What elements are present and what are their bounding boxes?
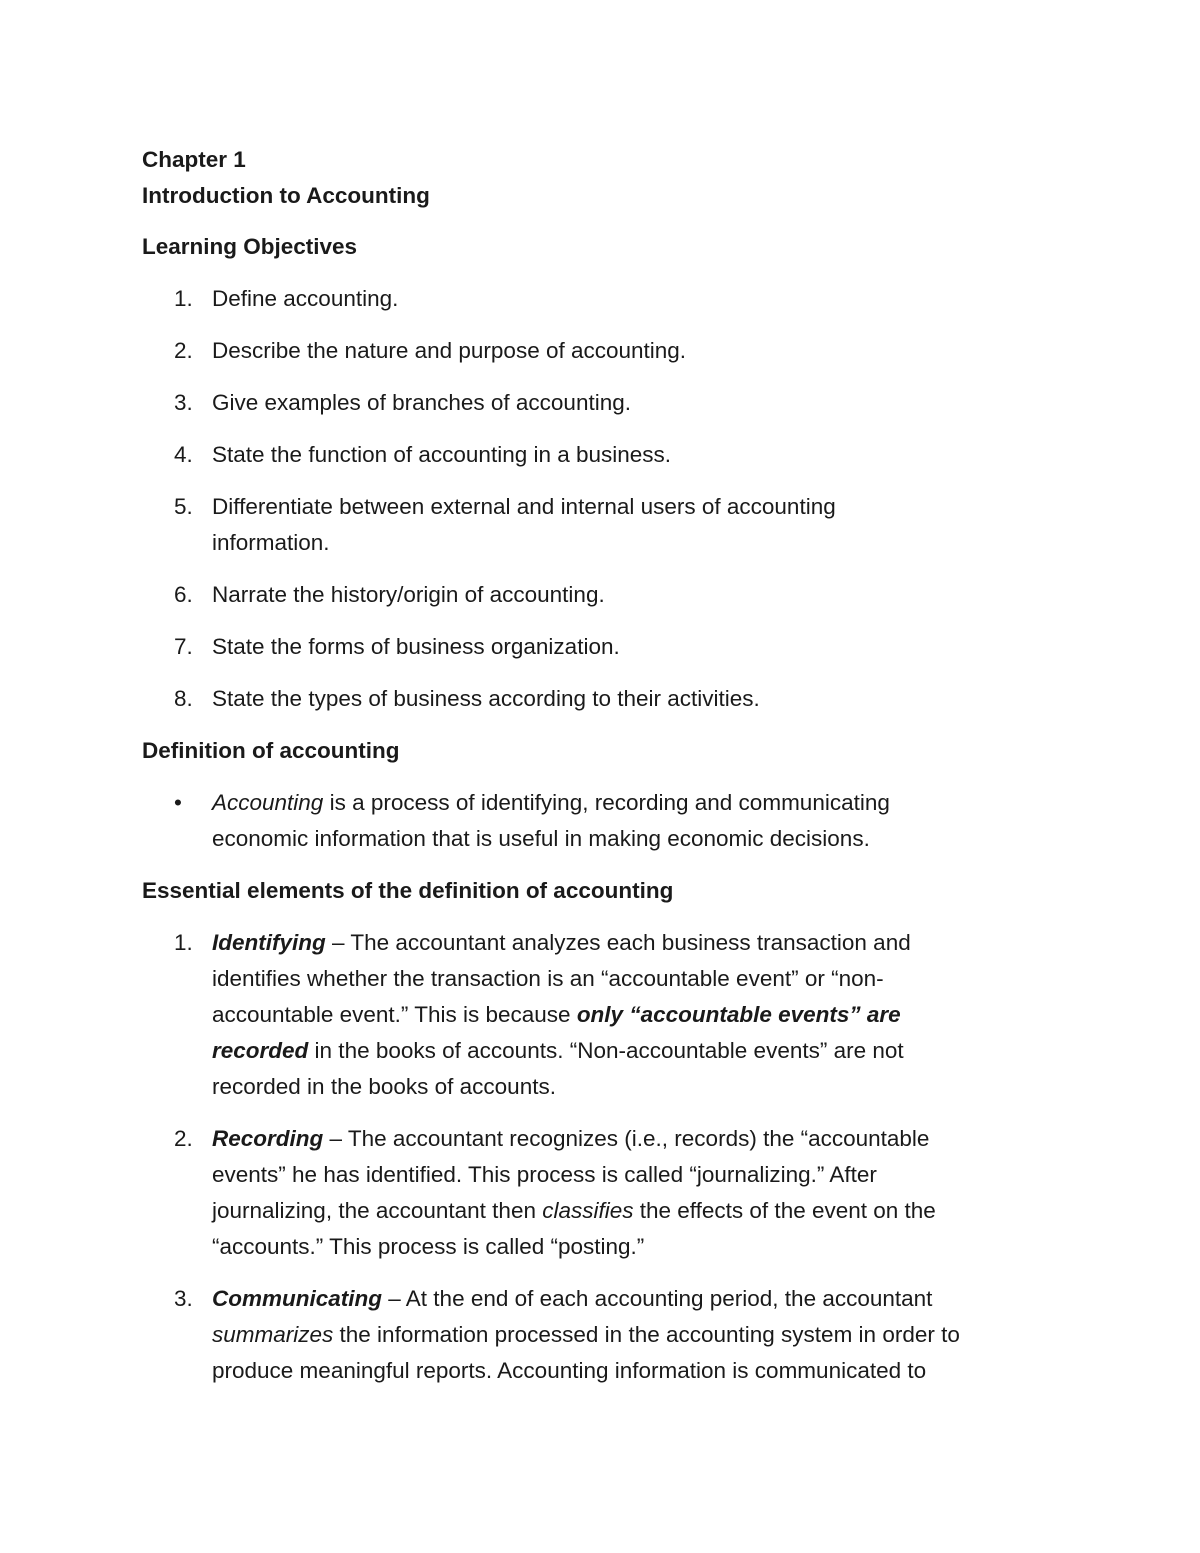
element-text: accountable event.” This is because — [212, 1002, 577, 1027]
element-line — [212, 1317, 960, 1353]
definition-term: Accounting — [212, 790, 324, 815]
element-emphasis: classifies — [542, 1198, 634, 1223]
item-number: 1. — [174, 930, 193, 955]
objective-item — [174, 489, 193, 525]
objective-item — [174, 333, 193, 369]
chapter-title: Introduction to Accounting — [142, 183, 430, 208]
objective-text: Differentiate between external and internal users of accounting — [212, 494, 836, 519]
element-item-identifying — [174, 925, 193, 961]
element-term: Recording — [212, 1126, 324, 1151]
bullet-marker: • — [174, 790, 182, 815]
objective-text: Describe the nature and purpose of accounting. — [212, 338, 687, 363]
item-number: 2. — [174, 1126, 193, 1151]
element-line — [212, 1121, 929, 1157]
item-number: 5. — [174, 494, 193, 519]
element-line — [212, 997, 901, 1033]
objective-text: State the forms of business organization. — [212, 634, 620, 659]
element-line: events” he has identified. This process is called “journalizing.” After — [212, 1162, 877, 1187]
objectives-heading: Learning Objectives — [142, 234, 358, 259]
objective-item — [174, 281, 193, 317]
definition-line1: is a process of identifying, recording and communicating — [323, 790, 890, 815]
definition-line2: economic information that is useful in making economic decisions. — [212, 826, 870, 851]
element-text: – The accountant recognizes (i.e., records) the “accountable — [323, 1126, 930, 1151]
element-line: identifies whether the transaction is an “accountable event” or “non- — [212, 966, 884, 991]
objective-item — [174, 629, 193, 665]
element-text: – The accountant analyzes each business transaction and — [325, 930, 911, 955]
element-line — [212, 1281, 932, 1317]
objective-text-continued: information. — [212, 530, 330, 555]
element-emphasis: only “accountable events” are — [576, 1002, 901, 1027]
element-line — [212, 925, 911, 961]
objective-text: State the types of business according to their activities. — [212, 686, 760, 711]
element-text: – At the end of each accounting period, the accountant — [382, 1286, 933, 1311]
element-text: the effects of the event on the — [633, 1198, 936, 1223]
item-number: 4. — [174, 442, 193, 467]
item-number: 8. — [174, 686, 193, 711]
element-item-communicating — [174, 1281, 193, 1317]
item-number: 7. — [174, 634, 193, 659]
element-emphasis: summarizes — [212, 1322, 334, 1347]
element-line: recorded in the books of accounts. — [212, 1074, 556, 1099]
element-line: produce meaningful reports. Accounting information is communicated to — [212, 1358, 927, 1383]
elements-heading: Essential elements of the definition of accounting — [142, 878, 674, 903]
element-line: “accounts.” This process is called “posting.” — [212, 1234, 645, 1259]
element-line — [212, 1033, 904, 1069]
objective-text: Narrate the history/origin of accounting. — [212, 582, 605, 607]
objective-text: Define accounting. — [212, 286, 399, 311]
objective-item — [174, 577, 193, 613]
item-number: 3. — [174, 1286, 193, 1311]
item-number: 3. — [174, 390, 193, 415]
item-number: 6. — [174, 582, 193, 607]
chapter-label: Chapter 1 — [142, 147, 246, 172]
objective-item — [174, 385, 193, 421]
item-number: 2. — [174, 338, 193, 363]
element-term: Identifying — [212, 930, 326, 955]
element-text: in the books of accounts. “Non-accountable events” are not — [308, 1038, 904, 1063]
item-number: 1. — [174, 286, 193, 311]
element-text: journalizing, the accountant then — [212, 1198, 543, 1223]
element-text: the information processed in the accounting system in order to — [333, 1322, 960, 1347]
objective-text: Give examples of branches of accounting. — [212, 390, 631, 415]
element-line — [212, 1193, 936, 1229]
objective-text: State the function of accounting in a business. — [212, 442, 672, 467]
definition-text — [212, 785, 890, 821]
objective-item — [174, 681, 193, 717]
objective-item — [174, 437, 193, 473]
definition-heading: Definition of accounting — [142, 738, 400, 763]
element-term: Communicating — [212, 1286, 383, 1311]
element-item-recording — [174, 1121, 193, 1157]
element-emphasis: recorded — [212, 1038, 309, 1063]
